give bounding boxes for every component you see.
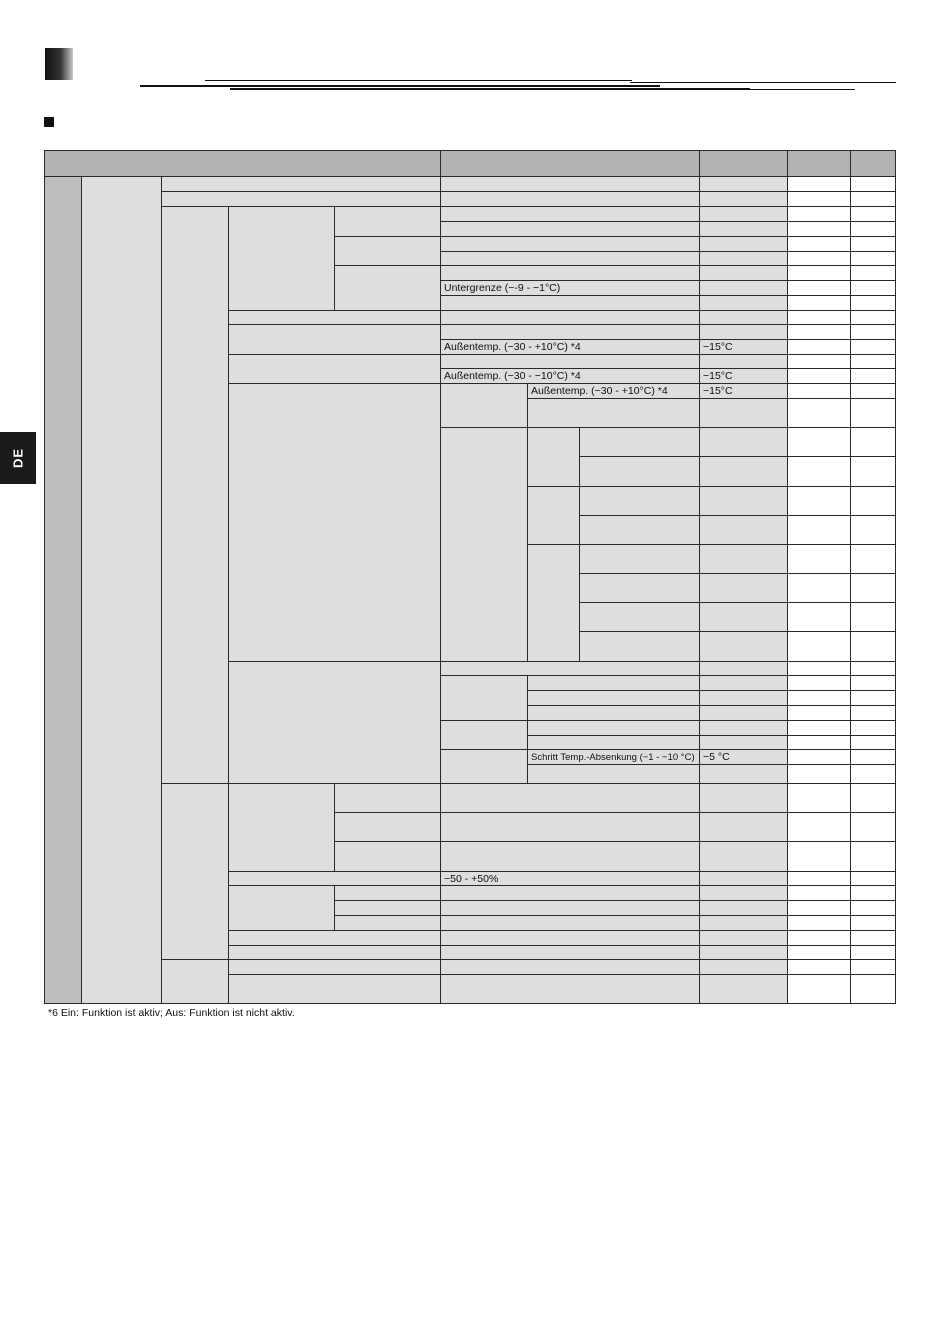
table-cell <box>229 311 441 325</box>
table-cell <box>788 721 851 736</box>
table-cell <box>851 192 896 207</box>
table-cell <box>700 516 788 545</box>
table-cell <box>580 428 700 457</box>
table-cell <box>851 691 896 706</box>
table-cell <box>788 750 851 765</box>
table-cell <box>851 750 896 765</box>
table-cell <box>851 545 896 574</box>
table-cell <box>700 266 788 281</box>
table-cell <box>335 237 441 266</box>
table-cell <box>788 975 851 1004</box>
table-cell <box>788 457 851 487</box>
table-cell <box>851 428 896 457</box>
table-cell <box>851 340 896 355</box>
table-cell <box>788 676 851 691</box>
table-cell <box>788 399 851 428</box>
table-cell <box>700 574 788 603</box>
table-cell <box>851 784 896 813</box>
table-cell <box>528 399 700 428</box>
table-cell <box>788 384 851 399</box>
table-header-cell <box>851 151 896 177</box>
table-cell <box>851 736 896 750</box>
table-cell <box>700 487 788 516</box>
table-cell <box>788 252 851 266</box>
table-cell <box>441 886 700 901</box>
table-cell <box>700 946 788 960</box>
table-cell <box>700 177 788 192</box>
table-cell <box>700 192 788 207</box>
table-cell <box>788 886 851 901</box>
table-cell <box>335 916 441 931</box>
table-cell <box>441 207 700 222</box>
table-cell <box>335 842 441 872</box>
table-cell <box>788 192 851 207</box>
table-cell <box>788 946 851 960</box>
table-cell <box>700 813 788 842</box>
table-cell <box>528 545 580 662</box>
table-cell <box>851 765 896 784</box>
table-header-cell <box>45 151 441 177</box>
table-cell <box>441 177 700 192</box>
table-cell <box>700 311 788 325</box>
table-cell <box>700 960 788 975</box>
table-cell <box>441 384 528 428</box>
table-cell <box>851 916 896 931</box>
table-cell-text: Außentemp. (−30 - +10°C) *4 <box>528 384 700 399</box>
table-cell <box>700 222 788 237</box>
table-cell <box>788 516 851 545</box>
table-cell <box>580 632 700 662</box>
table-cell <box>851 813 896 842</box>
table-cell <box>700 237 788 252</box>
table-cell <box>580 603 700 632</box>
table-group-column <box>82 177 162 1004</box>
table-cell <box>229 662 441 784</box>
table-cell <box>788 237 851 252</box>
table-cell <box>441 266 700 281</box>
table-cell <box>788 428 851 457</box>
header-rule <box>230 88 750 90</box>
table-cell <box>700 428 788 457</box>
table-cell <box>851 842 896 872</box>
table-cell <box>528 706 700 721</box>
table-cell <box>229 975 441 1004</box>
table-cell <box>441 325 700 340</box>
table-cell <box>851 886 896 901</box>
table-cell <box>441 916 700 931</box>
table-cell <box>700 931 788 946</box>
table-cell <box>162 207 229 784</box>
table-cell <box>851 676 896 691</box>
table-cell <box>851 516 896 545</box>
table-cell <box>162 784 229 960</box>
table-cell <box>851 177 896 192</box>
table-cell <box>580 487 700 516</box>
table-cell <box>700 457 788 487</box>
table-cell <box>441 676 528 721</box>
table-cell <box>162 177 441 192</box>
table-cell <box>229 946 441 960</box>
table-cell <box>700 691 788 706</box>
table-cell <box>700 399 788 428</box>
table-cell <box>700 632 788 662</box>
table-cell <box>851 603 896 632</box>
footnote: *6 Ein: Funktion ist aktiv; Aus: Funktion ist nicht aktiv. <box>48 1007 295 1019</box>
table-cell <box>851 252 896 266</box>
table-cell <box>851 975 896 1004</box>
table-header-cell <box>441 151 700 177</box>
table-cell <box>788 281 851 296</box>
table-cell <box>851 296 896 311</box>
table-cell <box>580 457 700 487</box>
table-cell <box>528 736 700 750</box>
table-cell <box>229 325 441 355</box>
table-cell <box>700 916 788 931</box>
table-cell <box>528 691 700 706</box>
table-cell <box>851 325 896 340</box>
table-cell <box>528 676 700 691</box>
table-cell <box>851 457 896 487</box>
table-cell <box>788 266 851 281</box>
table-cell <box>441 252 700 266</box>
table-cell <box>788 222 851 237</box>
table-cell <box>580 516 700 545</box>
table-cell <box>700 706 788 721</box>
table-cell <box>788 355 851 369</box>
table-cell-text: −15°C <box>700 369 788 384</box>
table-cell <box>700 842 788 872</box>
table-cell <box>700 252 788 266</box>
table-cell <box>441 960 700 975</box>
table-side-column <box>45 177 82 1004</box>
table-cell-text: Außentemp. (−30 - −10°C) *4 <box>441 369 700 384</box>
table-cell <box>700 721 788 736</box>
table-cell <box>335 901 441 916</box>
table-cell <box>229 886 335 931</box>
table-cell <box>441 813 700 842</box>
table-cell <box>335 886 441 901</box>
header-rule <box>630 82 896 83</box>
table-cell-text: −15°C <box>700 340 788 355</box>
table-cell <box>700 207 788 222</box>
table-cell-text: −15°C <box>700 384 788 399</box>
table-cell <box>851 706 896 721</box>
table-cell <box>851 384 896 399</box>
table-cell <box>162 192 441 207</box>
table-cell <box>851 721 896 736</box>
table-cell <box>851 237 896 252</box>
table-cell <box>700 676 788 691</box>
table-cell <box>441 355 700 369</box>
table-cell <box>700 784 788 813</box>
table-cell <box>788 369 851 384</box>
table-cell <box>441 311 700 325</box>
table-cell <box>851 872 896 886</box>
table-cell <box>580 545 700 574</box>
table-cell <box>788 487 851 516</box>
table-cell <box>441 192 700 207</box>
table-cell <box>788 901 851 916</box>
table-cell <box>788 765 851 784</box>
table-cell <box>851 487 896 516</box>
table-cell <box>700 296 788 311</box>
table-cell <box>528 428 580 487</box>
table-cell <box>851 960 896 975</box>
table-cell <box>851 662 896 676</box>
table-cell <box>335 813 441 842</box>
table-cell <box>788 340 851 355</box>
table-cell <box>441 842 700 872</box>
table-cell <box>851 281 896 296</box>
table-cell <box>441 901 700 916</box>
table-cell <box>700 765 788 784</box>
language-tab <box>0 432 36 484</box>
table-cell <box>335 207 441 237</box>
table-cell <box>700 886 788 901</box>
table-cell <box>788 784 851 813</box>
table-cell <box>788 842 851 872</box>
table-cell <box>851 222 896 237</box>
table-cell <box>788 736 851 750</box>
table-cell <box>229 872 441 886</box>
table-cell <box>700 281 788 296</box>
header-rule <box>700 89 855 90</box>
table-cell <box>441 784 700 813</box>
table-cell <box>788 813 851 842</box>
table-cell <box>229 960 441 975</box>
table-cell <box>851 946 896 960</box>
table-cell <box>229 384 441 662</box>
table-cell <box>700 901 788 916</box>
table-cell <box>441 946 700 960</box>
table-cell-text: −50 - +50% <box>441 872 700 886</box>
table-cell <box>788 296 851 311</box>
table-cell <box>788 662 851 676</box>
table-cell-text: Untergrenze (−-9 - −1°C) <box>441 281 700 296</box>
table-cell <box>851 901 896 916</box>
table-header-cell <box>788 151 851 177</box>
table-cell <box>788 545 851 574</box>
table-cell <box>528 765 700 784</box>
table-cell <box>851 207 896 222</box>
table-cell <box>229 784 335 872</box>
table-cell <box>788 207 851 222</box>
table-cell <box>229 207 335 311</box>
table-cell <box>441 237 700 252</box>
language-tab-label: DE <box>10 447 26 469</box>
table-cell <box>580 574 700 603</box>
table-cell <box>700 662 788 676</box>
table-cell <box>441 662 700 676</box>
table-cell <box>700 872 788 886</box>
table-cell <box>788 632 851 662</box>
header-rule <box>205 80 632 81</box>
table-cell <box>851 632 896 662</box>
table-cell <box>700 325 788 340</box>
table-cell <box>441 222 700 237</box>
header-rule <box>140 85 660 87</box>
table-cell <box>788 691 851 706</box>
table-cell <box>700 545 788 574</box>
table-cell <box>788 916 851 931</box>
table-cell <box>528 487 580 545</box>
table-cell <box>335 266 441 311</box>
table-cell <box>162 960 229 1004</box>
table-cell <box>851 266 896 281</box>
table-cell <box>441 296 700 311</box>
table-cell <box>788 603 851 632</box>
table-cell <box>851 355 896 369</box>
table-cell <box>851 369 896 384</box>
table-cell <box>441 721 528 750</box>
table-cell <box>788 706 851 721</box>
table-cell <box>851 931 896 946</box>
table-cell <box>851 311 896 325</box>
table-cell <box>700 355 788 369</box>
table-header-cell <box>700 151 788 177</box>
table-cell <box>851 399 896 428</box>
table-cell-text: Außentemp. (−30 - +10°C) *4 <box>441 340 700 355</box>
table-cell-text: −5 °C <box>700 750 788 765</box>
table-cell <box>441 428 528 662</box>
table-cell-text: Schritt Temp.-Absenkung (−1 - −10 °C) <box>528 750 700 765</box>
table-cell <box>229 931 441 946</box>
table-cell <box>788 325 851 340</box>
table-cell <box>788 177 851 192</box>
table-cell <box>788 960 851 975</box>
table-cell <box>788 872 851 886</box>
table-cell <box>441 750 528 784</box>
table-cell <box>788 311 851 325</box>
table-cell <box>528 721 700 736</box>
table-cell <box>335 784 441 813</box>
table-cell <box>788 931 851 946</box>
table-cell <box>700 603 788 632</box>
header-tab-marker <box>45 48 73 80</box>
table-cell <box>788 574 851 603</box>
table-cell <box>441 975 700 1004</box>
table-cell <box>700 736 788 750</box>
table-cell <box>229 355 441 384</box>
table-cell <box>700 975 788 1004</box>
table-cell <box>441 931 700 946</box>
section-bullet <box>44 117 54 127</box>
table-cell <box>851 574 896 603</box>
